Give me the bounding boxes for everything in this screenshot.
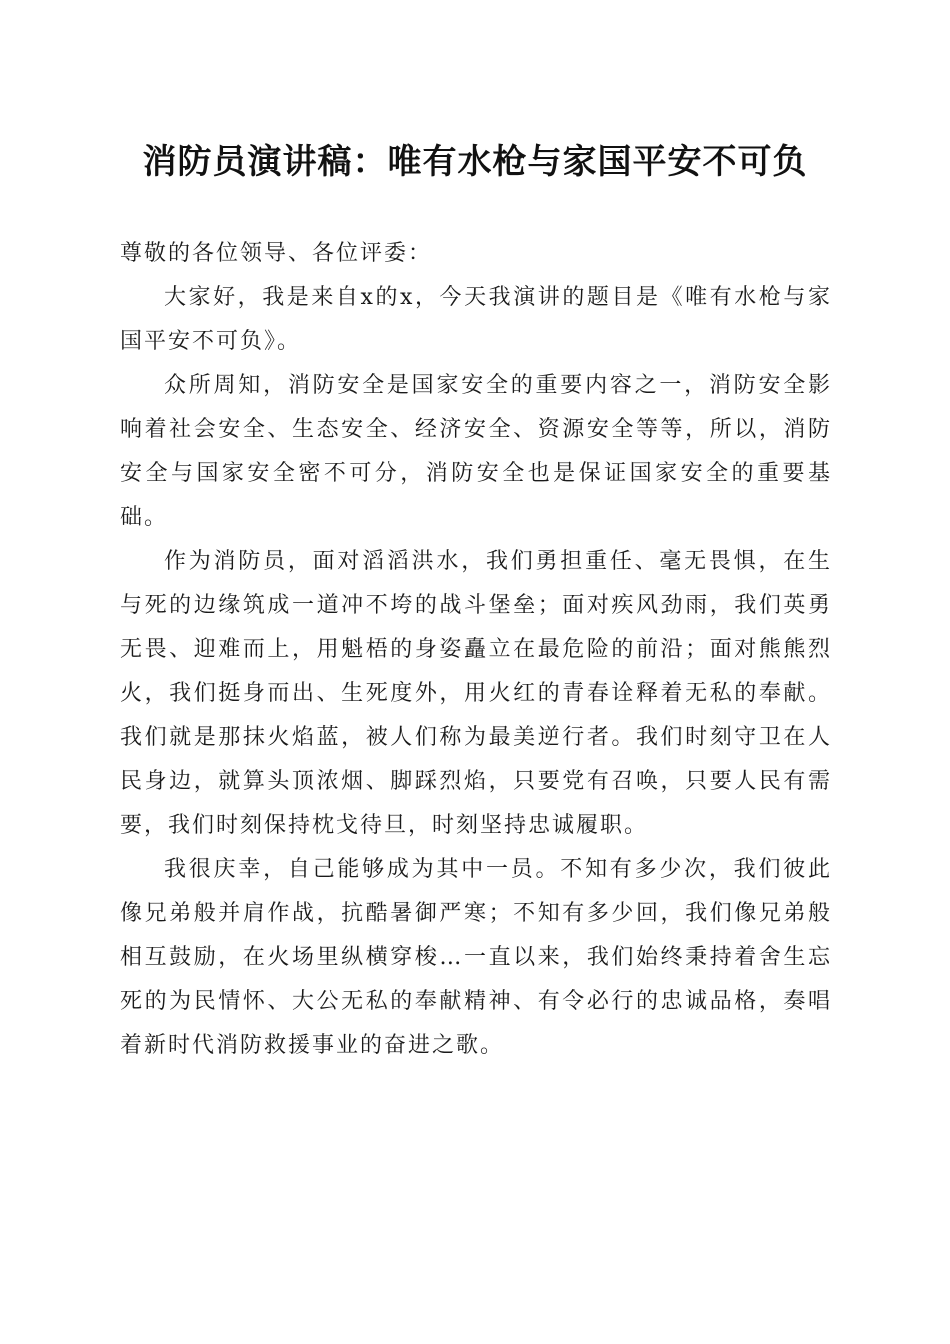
paragraph-firefighter-duty: 作为消防员，面对滔滔洪水，我们勇担重任、毫无畏惧，在生与死的边缘筑成一道冲不垮的战斗堡垒；面对疾风劲雨，我们英勇无畏、迎难而上，用魁梧的身姿矗立在最危险的前沿；面对熊熊烈火，我们挺身而出、生死度外，用火红的青春诠释着无私的奉献。我们就是那抹火焰蓝，被人们称为最美逆行者。我们时刻守卫在人民身边，就算头顶浓烟、脚踩烈焰，只要党有召唤，只要人民有需要，我们时刻保持枕戈待旦，时刻坚持忠诚履职。 (120, 549, 832, 838)
paragraph-fire-safety: 众所周知，消防安全是国家安全的重要内容之一，消防安全影响着社会安全、生态安全、经济安全、资源安全等等，所以，消防安全与国家安全密不可分，消防安全也是保证国家安全的重要基础。 (120, 373, 832, 530)
document-title: 消防员演讲稿：唯有水枪与家国平安不可负 (142, 142, 808, 182)
document-body (120, 232, 832, 1068)
paragraph-brotherhood: 我很庆幸，自己能够成为其中一员。不知有多少次，我们彼此像兄弟般并肩作战，抗酷暑御严寒；不知有多少回，我们像兄弟般相互鼓励，在火场里纵横穿梭…一直以来，我们始终秉持着舍生忘死的为民情怀、大公无私的奉献精神、有令必行的忠诚品格，奏唱着新时代消防救援事业的奋进之歌。 (120, 857, 832, 1058)
salutation: 尊敬的各位领导、各位评委： (120, 241, 433, 266)
paragraph-greeting: 大家好，我是来自x的x，今天我演讲的题目是《唯有水枪与家国平安不可负》。 (120, 285, 832, 354)
